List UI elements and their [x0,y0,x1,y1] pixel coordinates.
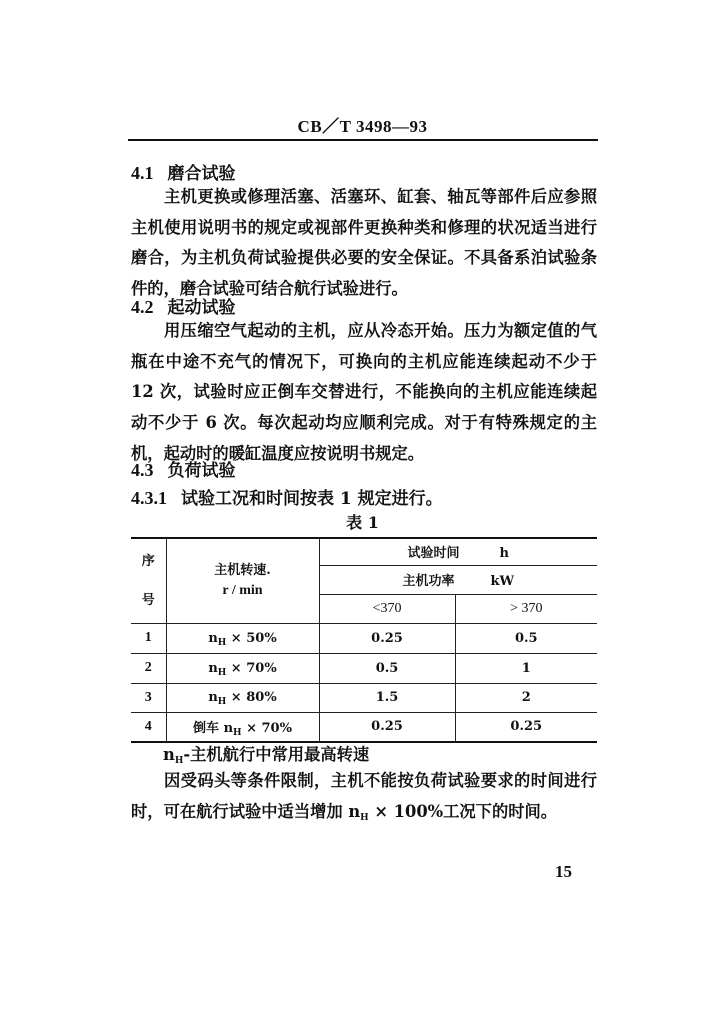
section-paragraph-4-2: 用压缩空气起动的主机，应从冷态开始。压力为额定值的气瓶在中途不充气的情况下，可换向的主机应能连续起动不少于 12 次，试验时应正倒车交替进行，不能换向的主机应能连续起动不少于 6 次。每次起动均应顺利完成。对于有特殊规定的主机，起动时的暖缸温度应按说明书规定。 [131,321,597,463]
speed-mult: × 50% [226,630,277,646]
time-header [319,538,597,565]
speed-base: n [208,630,218,646]
row-seq: 1 [131,623,166,653]
section-heading-4-1 [131,159,236,184]
row-time-low: 0.25 [319,712,455,742]
speed-header-label: 主机转速. [214,562,271,578]
section-title: 试验工况和时间按表 1 规定进行。 [181,489,443,509]
row-seq: 2 [131,653,166,683]
row-speed [166,683,319,712]
section-number: 4.2 [131,297,154,317]
final-paragraph-after: × 100%工况下的时间。 [368,801,558,821]
section-title: 负荷试验 [167,461,236,481]
section-title: 起动试验 [167,298,236,318]
row-speed [166,653,319,683]
power-high-header: > 370 [455,594,597,623]
final-paragraph [131,766,597,830]
speed-mult: × 70% [241,721,292,737]
test-conditions-table [131,537,597,743]
speed-sub: H [217,667,227,678]
row-speed [166,623,319,653]
seq-header-top: 序 [141,553,155,569]
section-number: 4.3.1 [131,488,167,508]
section-heading-4-2 [131,293,236,318]
section-title: 磨合试验 [167,164,236,184]
section-number: 4.3 [131,460,154,480]
standard-header: CB／T 3498—93 [297,117,428,136]
seq-header [131,538,166,623]
row-speed [166,712,319,742]
row-time-high: 0.5 [455,623,597,653]
row-seq: 3 [131,683,166,712]
row-time-low: 0.5 [319,653,455,683]
header-rule [128,139,598,141]
final-paragraph-before: 因受码头等条件限制，主机不能按负荷试验要求的时间进行时，可在航行试验中适当增加 n [131,771,597,821]
speed-sub: H [217,637,227,648]
speed-sub: H [217,697,227,707]
table-row [131,683,597,712]
time-unit: h [499,546,509,562]
speed-mult: × 80% [226,690,277,705]
power-low-header: <370 [319,594,455,623]
row-seq: 4 [131,712,166,742]
row-time-high: 2 [455,683,597,712]
speed-base: n [208,660,218,676]
speed-base: n [223,721,234,737]
power-unit: kW [490,574,515,589]
table-row [131,623,597,653]
section-paragraph-4-1: 主机更换或修理活塞、活塞环、缸套、轴瓦等部件后应参照主机使用说明书的规定或视部件更换种类和修理的状况适当进行磨合，为主机负荷试验提供必要的安全保证。不具备系泊试验条件的，磨合试验可结合航行试验进行。 [131,187,597,299]
speed-sub: H [233,728,242,739]
power-header [319,565,597,594]
seq-header-bottom: 号 [141,592,155,608]
power-label: 主机功率 [402,574,455,589]
speed-header-unit: r / min [222,582,263,598]
table-row [131,712,597,742]
time-label: 试验时间 [407,546,460,562]
final-paragraph-sub: H [360,812,369,823]
speed-header [166,538,319,623]
note-sub: H [174,756,184,766]
section-number: 4.1 [131,163,154,183]
page-number: 15 [555,862,572,881]
speed-base: n [208,690,218,705]
row-time-high: 0.25 [455,712,597,742]
table-caption: 表 1 [346,513,379,532]
section-heading-4-3-1 [131,484,443,509]
table-note [163,741,369,765]
row-time-low: 0.25 [319,623,455,653]
note-base: n [163,745,175,764]
row-time-low: 1.5 [319,683,455,712]
speed-prefix: 倒车 [193,721,224,737]
note-text: -主机航行中常用最高转速 [183,745,370,764]
speed-mult: × 70% [226,660,277,676]
row-time-high: 1 [455,653,597,683]
table-row [131,653,597,683]
section-heading-4-3 [131,456,236,481]
